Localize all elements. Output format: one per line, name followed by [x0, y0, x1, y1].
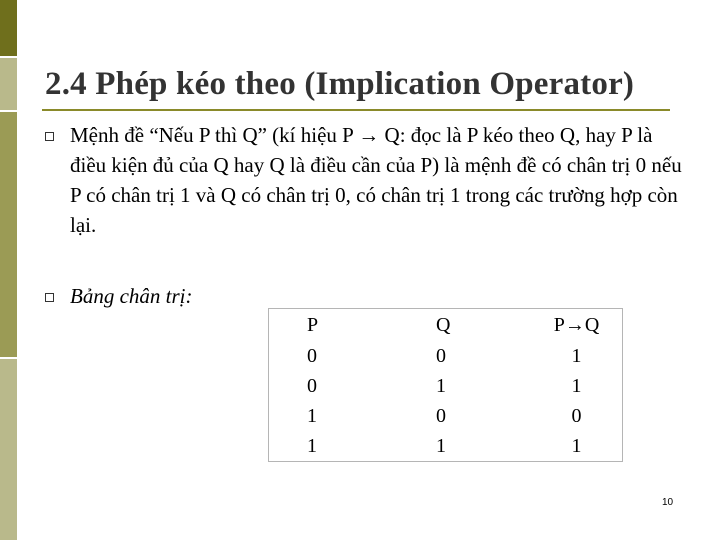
sidebar-dark-segment	[0, 0, 17, 56]
header-cell-p: P	[269, 309, 399, 342]
decorative-sidebar	[0, 0, 17, 540]
sidebar-divider	[0, 110, 17, 112]
truth-table-label: Bảng chân trị:	[70, 284, 193, 308]
table-cell: 0	[436, 404, 446, 427]
table-cell: 1	[398, 431, 527, 462]
square-bullet-icon	[45, 293, 54, 302]
table-row	[269, 371, 623, 401]
table-header-row	[269, 309, 623, 342]
table-cell: 1	[436, 374, 446, 397]
header-cell-q: Q	[398, 309, 527, 342]
table-cell: 1	[527, 431, 623, 462]
table-cell: 1	[269, 431, 399, 462]
table-row	[269, 341, 623, 371]
table-row	[269, 401, 623, 431]
square-bullet-icon	[45, 132, 54, 141]
table-cell: 1	[527, 341, 623, 371]
title-underline	[42, 109, 670, 111]
table-cell: 0	[269, 371, 399, 401]
header-cell-implication: P→Q	[527, 309, 623, 342]
slide-title: 2.4 Phép kéo theo (Implication Operator)	[45, 66, 635, 102]
truth-table	[268, 308, 623, 462]
sidebar-mid-segment	[0, 112, 17, 357]
definition-paragraph: Mệnh đề “Nếu P thì Q” (kí hiệu P → Q: đọc là P kéo theo Q, hay P là điều kiện đủ của Q hay Q là điều cần của P) là mệnh đề có chân trị 0 nếu P có chân trị 1 và Q có chân trị 0, có chân trị 1 trong các trường hợp còn lại.	[70, 123, 682, 237]
table-cell: 1	[269, 401, 399, 431]
table-cell: 0	[269, 341, 399, 371]
table-cell: 1	[527, 371, 623, 401]
table-cell: 0	[436, 344, 446, 367]
sidebar-divider	[0, 357, 17, 359]
sidebar-divider	[0, 56, 17, 58]
table-cell: 0	[527, 401, 623, 431]
table-row	[269, 431, 623, 462]
page-number: 10	[662, 497, 674, 508]
